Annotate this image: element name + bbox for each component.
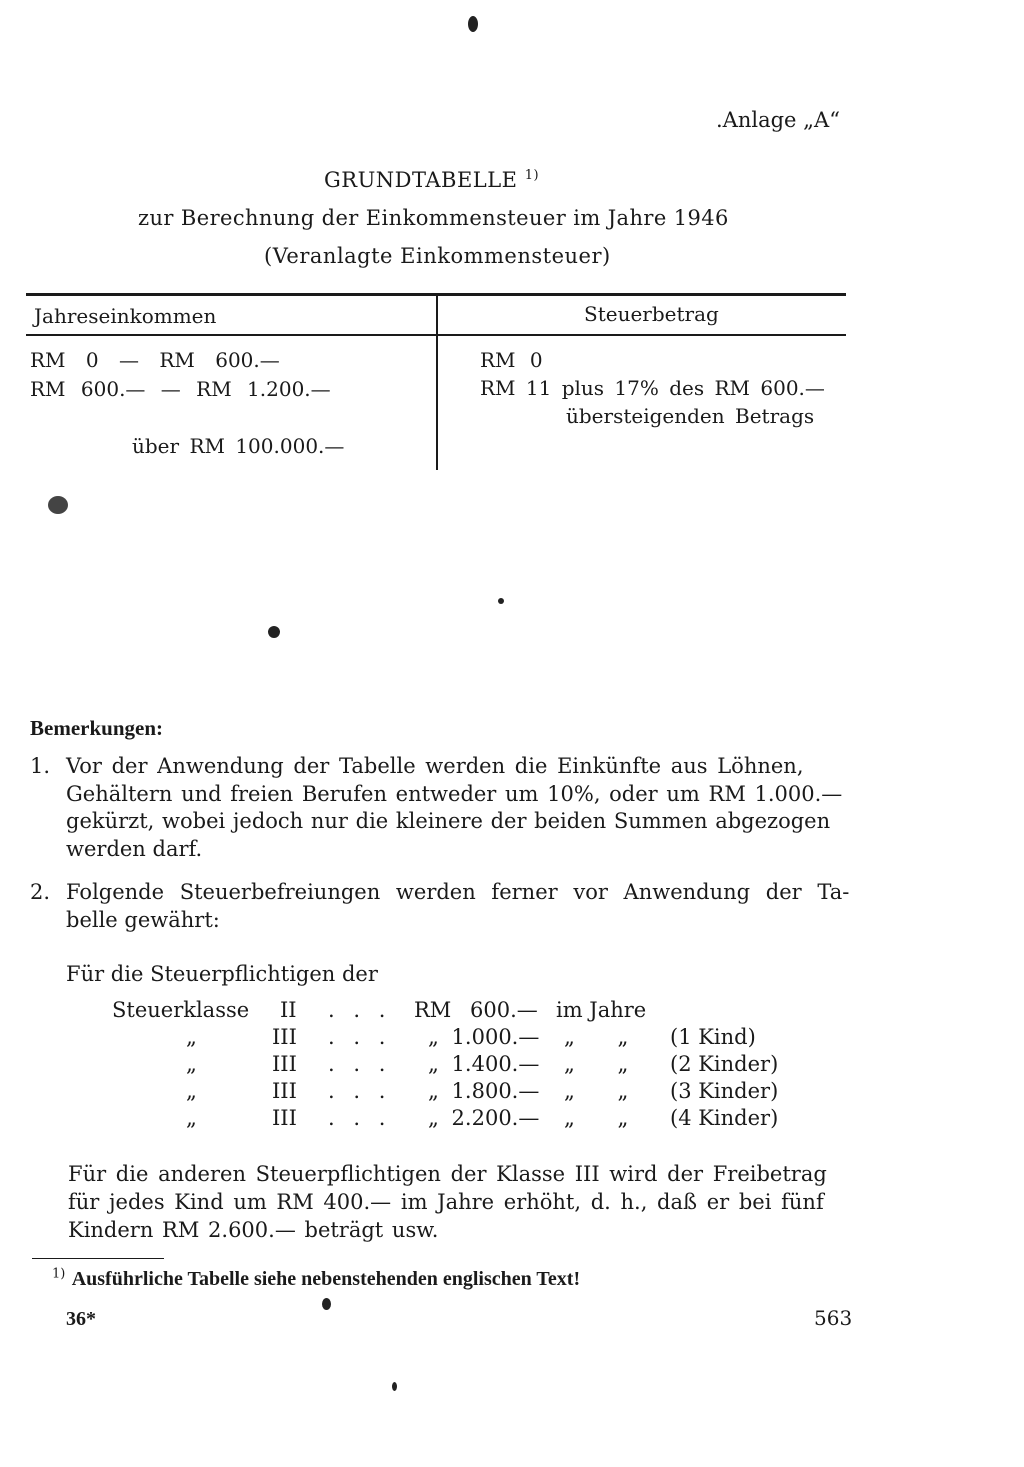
exemption-period: im Jahre <box>556 998 647 1022</box>
page-subtitle: zur Berechnung der Einkommensteuer im Jahre 1946 <box>138 206 729 230</box>
exemption-note: (2 Kinder) <box>670 1052 779 1076</box>
ink-speck <box>468 16 478 32</box>
page-number: 563 <box>814 1306 853 1330</box>
exemption-dots: . . . <box>328 1079 392 1103</box>
footnote <box>52 1266 580 1291</box>
exemption-label: „ <box>186 1052 197 1076</box>
table-header-income: Jahreseinkommen <box>34 304 217 328</box>
exemption-note: (3 Kinder) <box>670 1079 779 1103</box>
exemption-period: „ „ <box>564 1025 629 1049</box>
table-row-2-income: RM 600.— — RM 1.200.— <box>30 377 331 401</box>
remark-1-line: gekürzt, wobei jedoch nur die kleinere der beiden Summen abgezogen <box>66 809 831 833</box>
page-subtitle-2: (Veranlagte Einkommensteuer) <box>264 244 611 268</box>
closing-line: Kindern RM 2.600.— beträgt usw. <box>68 1218 439 1242</box>
exemption-dots: . . . <box>328 1025 392 1049</box>
exemption-period: „ „ <box>564 1106 629 1130</box>
exemption-label: „ <box>186 1106 197 1130</box>
ink-speck <box>48 496 68 514</box>
annex-label: .Anlage „A“ <box>716 108 840 132</box>
exemption-label: Steuerklasse <box>112 998 250 1022</box>
exemption-class: II <box>280 998 297 1022</box>
exemption-class: III <box>272 1052 297 1076</box>
title-footnote-ref: 1) <box>524 168 540 183</box>
exemption-note: (4 Kinder) <box>670 1106 779 1130</box>
sheet-mark: 36* <box>66 1308 96 1330</box>
table-column-divider <box>436 296 438 470</box>
remarks-heading: Bemerkungen: <box>30 716 163 740</box>
exemption-label: „ <box>186 1079 197 1103</box>
remark-1-line: Vor der Anwendung der Tabelle werden die Einkünfte aus Löhnen, <box>66 754 804 778</box>
exemption-class: III <box>272 1106 297 1130</box>
remark-2-line: belle gewährt: <box>66 908 220 932</box>
exemption-class: III <box>272 1079 297 1103</box>
exemption-label: „ <box>186 1025 197 1049</box>
page-title <box>324 168 539 192</box>
footnote-text: Ausführliche Tabelle siehe nebenstehenden englischen Text! <box>71 1268 581 1290</box>
exemption-class: III <box>272 1025 297 1049</box>
table-header-tax: Steuerbetrag <box>584 302 719 326</box>
taxpayers-intro: Für die Steuerpflichtigen der <box>66 962 378 986</box>
closing-line: für jedes Kind um RM 400.— im Jahre erhöht, d. h., daß er bei fünf <box>68 1190 824 1214</box>
remark-2-number: 2. <box>30 880 51 904</box>
table-row-2-tax: RM 11 plus 17% des RM 600.— <box>480 376 825 400</box>
footnote-marker: 1) <box>52 1266 66 1282</box>
remark-1-line: Gehältern und freien Berufen entweder um 10%, oder um RM 1.000.— <box>66 782 843 806</box>
remark-1-line: werden darf. <box>66 837 203 861</box>
exemption-period: „ „ <box>564 1079 629 1103</box>
remark-2-line: Folgende Steuerbefreiungen werden ferner vor Anwendung der Ta- <box>66 880 850 904</box>
exemption-amount: „ 1.400.— <box>428 1052 540 1076</box>
exemption-amount: „ 1.000.— <box>428 1025 540 1049</box>
remark-1-number: 1. <box>30 754 51 778</box>
exemption-dots: . . . <box>328 998 392 1022</box>
exemption-dots: . . . <box>328 1052 392 1076</box>
exemption-amount: RM 600.— <box>414 998 538 1022</box>
exemption-note: (1 Kind) <box>670 1025 756 1049</box>
exemption-period: „ „ <box>564 1052 629 1076</box>
ink-speck <box>392 1382 397 1391</box>
exemption-dots: . . . <box>328 1106 392 1130</box>
table-row-3-income: über RM 100.000.— <box>132 434 345 458</box>
title-main: GRUNDTABELLE <box>324 168 518 192</box>
exemption-amount: „ 2.200.— <box>428 1106 540 1130</box>
table-row-2-tax-continued: übersteigenden Betrags <box>566 404 815 428</box>
closing-line: Für die anderen Steuerpflichtigen der Klasse III wird der Freibetrag <box>68 1162 827 1186</box>
exemption-amount: „ 1.800.— <box>428 1079 540 1103</box>
footnote-rule <box>32 1258 164 1259</box>
table-row-1-tax: RM 0 <box>480 348 543 372</box>
table-row-1-income: RM 0 — RM 600.— <box>30 348 280 372</box>
ink-speck <box>322 1298 331 1310</box>
ink-speck <box>498 598 504 604</box>
ink-speck <box>268 626 280 638</box>
